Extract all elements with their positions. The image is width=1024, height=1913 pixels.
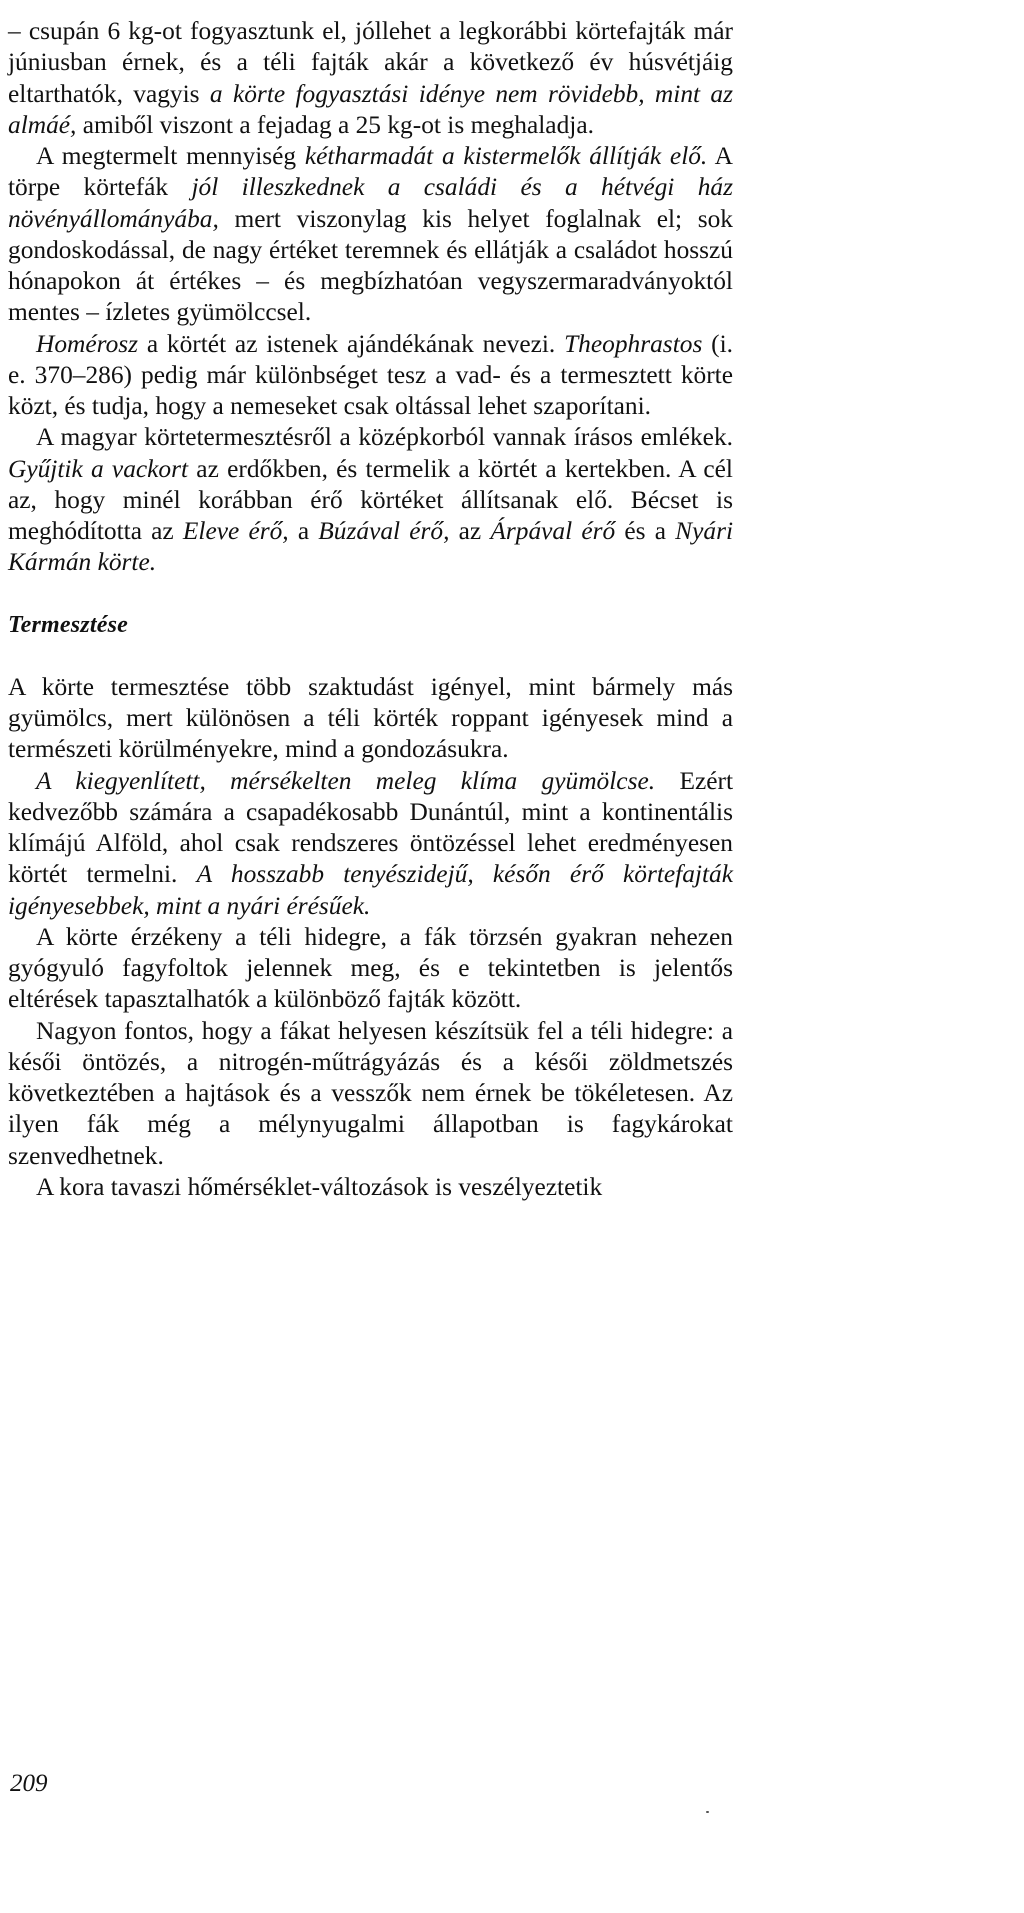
emphasis-text: A hosszabb tenyészidejű, későn érő körtefajták igényesebbek, mint a nyári érésűek. xyxy=(8,860,733,920)
emphasis-text: Búzával érő, xyxy=(318,517,450,545)
spacer xyxy=(8,579,733,610)
body-text: A megtermelt mennyiség xyxy=(36,142,305,170)
body-text: A magyar körtetermesztésről a középkorból vannak írásos emlékek. xyxy=(36,423,733,452)
body-text: és a xyxy=(615,517,676,545)
body-text: a xyxy=(288,517,319,545)
paragraph xyxy=(8,422,733,578)
body-text: az xyxy=(449,517,491,545)
body-text: mert viszonylag kis helyet foglalnak el; sok gondoskodással, de nagy értéket teremnek és ellátják a családot hosszú hónapokon át értékes – és megbízhatóan vegyszermaradványoktól mentes – ízletes gyümölccsel. xyxy=(8,204,733,327)
emphasis-text: Árpával érő xyxy=(490,517,616,545)
body-text: A körte termesztése több szaktudást igényel, mint bármely más gyümölcs, mert különösen a téli körték roppant igényesek mind a természeti körülményekre, mind a gondozásukra. xyxy=(8,672,733,764)
emphasis-text: Theophrastos xyxy=(564,329,703,358)
body-text: a körtét az istenek ajándékának nevezi. xyxy=(138,329,565,358)
spacer xyxy=(8,641,733,672)
emphasis-text: kétharmadát a kistermelők állítják elő. xyxy=(304,142,708,170)
emphasis-text: A kiegyenlített, mérsékelten meleg klíma gyümölcse. xyxy=(36,766,656,795)
body-text: (i. e. 370–286) pedig már különbséget tesz a vad- és a termesztett körte közt, és tudja, hogy a nemeseket csak oltással lehet szaporítani. xyxy=(8,329,733,420)
paragraph xyxy=(8,766,733,922)
section-text xyxy=(8,672,733,1203)
body-text: amiből viszont a fejadag a 25 kg-ot is meghaladja. xyxy=(76,110,594,139)
body-text: Nagyon fontos, hogy a fákat helyesen készítsük fel a téli hidegre: a késői öntözés, a nitrogén-műtrágyázás és a késői zöldmetszés következtében a hajtások és a vesszők nem érnek be tökéletesen. Az ilyen fák még a mélynyugalmi állapotban is fagykárokat szenvedhetnek. xyxy=(8,1016,733,1170)
section-heading: Termesztése xyxy=(8,611,128,638)
paragraph xyxy=(8,1016,733,1172)
body-text: A körte érzékeny a téli hidegre, a fák törzsén gyakran nehezen gyógyuló fagyfoltok jelennek meg, és e tekintetben is jelentős eltérések tapasztalhatók a különböző fajták között. xyxy=(8,922,733,1014)
paragraph xyxy=(8,672,733,766)
page-number: 209 xyxy=(10,1770,48,1797)
paragraph xyxy=(8,16,733,141)
body-text: – csupán 6 kg-ot fogyasztunk el, jóllehet a legkorábbi körtefajták már júniusban érnek, és a téli fajták akár a következő év húsvétjáig eltarthatók, vagyis xyxy=(8,17,733,108)
emphasis-text: a körte fogyasztási idénye nem rövidebb, mint az almáé, xyxy=(8,79,734,139)
paragraph xyxy=(8,329,733,423)
intro-text xyxy=(8,16,733,579)
emphasis-text: jól illeszkednek a családi és a hétvégi ház növényállományába, xyxy=(8,173,733,233)
print-speck xyxy=(706,1811,709,1813)
emphasis-text: Gyűjtik a vackort xyxy=(8,454,189,483)
paragraph xyxy=(8,141,733,329)
body-text: A kora tavaszi hőmérséklet-változások is veszélyeztetik xyxy=(36,1172,603,1201)
emphasis-text: Homérosz xyxy=(36,329,139,358)
emphasis-text: Eleve érő, xyxy=(182,517,289,545)
body-text: A törpe körtefák xyxy=(8,142,733,202)
page-body xyxy=(8,16,733,1203)
paragraph xyxy=(8,922,733,1016)
body-text: az erdőkben, és termelik a körtét a kertekben. A cél az, hogy minél korábban érő körtéket állítsanak elő. Bécset is meghódította az xyxy=(8,454,733,545)
paragraph xyxy=(8,1172,733,1203)
body-text: Ezért kedvezőbb számára a csapadékosabb Dunántúl, mint a kontinentális klímájú Alföld, ahol csak rendszeres öntözéssel lehet eredményesen körtét termelni. xyxy=(8,766,733,889)
emphasis-text: Nyári Kármán körte. xyxy=(8,517,734,577)
